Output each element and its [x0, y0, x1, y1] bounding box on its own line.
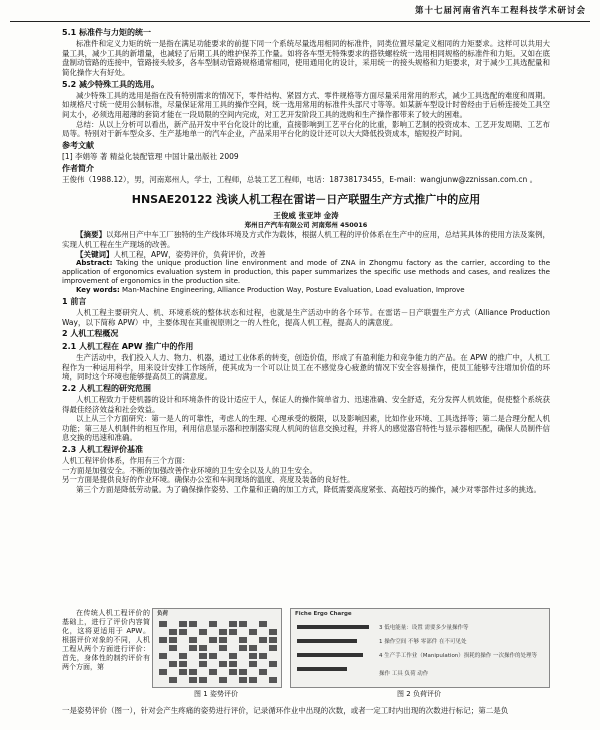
posture-grid-cell	[229, 669, 237, 675]
posture-grid-cell	[239, 637, 247, 643]
section-heading: 2 人机工程概况	[62, 329, 119, 339]
posture-grid-cell	[239, 645, 247, 651]
posture-grid-cell	[179, 629, 187, 635]
posture-grid-cell	[159, 669, 167, 675]
posture-grid-cell	[269, 645, 277, 651]
fig2-bar	[297, 639, 357, 643]
posture-grid-cell	[189, 621, 197, 627]
subsection-heading: 2.1 人机工程在 APW 推广中的作用	[62, 341, 194, 351]
abstract-cn-label: 【摘要】	[76, 230, 107, 240]
bottom-line	[62, 706, 550, 716]
posture-grid-cell	[249, 653, 257, 659]
side-text-column	[62, 609, 150, 672]
keywords-cn	[62, 250, 550, 260]
paragraph: 一方面是加强安全。不断的加强改善作业环境的卫生安全以及人的卫生安全。	[62, 465, 317, 475]
posture-grid-cell	[259, 621, 267, 627]
paragraph: 人机工程致力于使机器的设计和环境条件的设计适应于人，保证人的操作简单省力、迅速准确、安全舒适，充分发挥人机效能，促使整个系统获得最佳经济效益和社会效益。	[62, 394, 550, 414]
paragraph: 第三个方面是降低劳动量。为了确保操作姿势、工作量和正确的加工方式，降低需要高度紧张、高超技巧的操作，减少对零部件过多的挑选。	[76, 484, 541, 494]
posture-grid-cell	[179, 653, 187, 659]
paragraph: 生产活动中，我们投入人力、物力、机器，通过工业体系的转变，创造价值，形成了有盈利能力和竞争能力的产品。在 APW 的推广中，人机工程作为一种运用科学，用来设计安排工作场所，使其成为一个可以让员工在不感觉身心疲惫的情况下安全容易操作，使员工能够专注增加价值的环境，同时这个环境也能够提高员工的满意度。	[62, 352, 550, 382]
posture-grid-cell	[169, 637, 177, 643]
posture-grid-cell	[229, 661, 237, 667]
posture-grid-cell	[199, 677, 207, 683]
posture-grid-cell	[229, 629, 237, 635]
author-bio: 王俊伟（1988.12），男，河南郑州人，学士，工程师，总装工艺工程师，电话：18738173455，E-mail：wangjunw@zznissan.com.cn 。	[62, 174, 538, 184]
posture-grid-cell	[169, 629, 177, 635]
paragraph: 总结：从以上分析可以看出，新产品开发中平台化设计的比重，直接影响到工艺平台化的比重，影响工艺制的投资成本、工艺开发周期、工艺布局等。特别对于新车型众多、生产基地单一的汽车企业，产品采用平台化的设计还可以大大降低投资成本，缩短投产时间。	[62, 119, 550, 139]
running-head: 第十七届河南省汽车工程科技学术研讨会	[414, 6, 586, 16]
fig2-bar	[297, 667, 347, 671]
article-affiliation: 郑州日产汽车有限公司 河南郑州 450016	[244, 221, 368, 230]
keywords-en-label: Key words:	[76, 286, 120, 295]
posture-grid-cell	[219, 677, 227, 683]
paragraph: 标准件和定义力矩的统一是指在满足功能要求的前提下同一个系统尽量选用相同的标准件，同类位置尽量定义相同的力矩要求。这样可以共用大量工具，减少工具的新增量，也减轻了后期工具的维护保养工作量。如将各车型无特殊要求的搭铁螺栓统一选用相同规格的标准件和力矩。又如在底盘制动管路的连接中，管路接头较多，各车型制动管路规格通常相同，使用通用化的设计，采用统一的接头规格和力矩要求，对于减少工具选配量和简化操作大有好处。	[62, 39, 550, 78]
posture-grid-cell	[229, 621, 237, 627]
section-heading: 5.2 减少特殊工具的选用。	[62, 79, 159, 89]
posture-evaluation-figure	[152, 608, 282, 688]
posture-grid-cell	[269, 637, 277, 643]
abstract-cn	[62, 230, 550, 249]
posture-grid-cell	[169, 677, 177, 683]
fig2-bar	[297, 625, 369, 629]
keywords-en-text: Man-Machine Engineering, Alliance Production Way, Posture Evaluation, Load evaluation, Improve	[122, 286, 465, 295]
posture-grid-cell	[249, 661, 257, 667]
posture-grid-cell	[219, 629, 227, 635]
posture-grid-cell	[199, 645, 207, 651]
abstract-en-label: Abstract:	[76, 259, 113, 268]
figures-area	[152, 608, 550, 704]
posture-grid-cell	[219, 661, 227, 667]
section-heading: 1 前言	[62, 297, 87, 307]
posture-grid-cell	[239, 677, 247, 683]
posture-grid-cell	[239, 621, 247, 627]
posture-grid-cell	[209, 669, 217, 675]
posture-grid-cell	[179, 669, 187, 675]
paragraph: 减少特殊工具的选用是指在没有特别需求的情况下，零件结构、紧固方式、零件规格等方面尽量采用常用的形式，减少工具选配的难度和周期。如规格尺寸统一使用公制标准，尽量保证常用工具的操作空间，统一选用常用的标准件头部尺寸等等。如某新车型设计时曾经由于后桥连接处工具空间太小，必须选用超薄的套筒才能在一段局限的空间内完成，对工艺开发阶段工具的选购和生产操作都带来了较大的困难。	[62, 90, 550, 120]
posture-grid-cell	[249, 629, 257, 635]
posture-grid-cell	[259, 669, 267, 675]
posture-grid-cell	[199, 661, 207, 667]
abstract-en-text: Taking the unique production line environment and mode of ZNA in Zhongmu factory as the carrier, according to the application of ergonomics evaluation system in production, this paper summarizes the specific use methods and cases, and realizes the improvement of ergonomics in the production site.	[62, 259, 550, 286]
references-heading: 参考文献	[62, 140, 94, 150]
abstract-cn-text: 以郑州日产中车工厂独特的生产线体环境及方式作为载体，根据人机工程的评价体系在生产中的应用，总结其具体的使用方法及案例，实现人机工程在生产现场的改善。	[62, 230, 551, 250]
posture-grid-cell	[159, 637, 167, 643]
fig2-caption: 图 2 负荷评价	[397, 690, 441, 698]
reference-item: [1] 李娟等 著 精益化装配管理 中国计量出版社 2009	[62, 152, 239, 162]
posture-grid-cell	[169, 645, 177, 651]
subsection-heading: 2.2 人机工程的研究范围	[62, 383, 151, 393]
keywords-cn-text: 人机工程，APW，姿势评价，负荷评价，改善	[113, 249, 266, 259]
load-evaluation-figure	[290, 608, 550, 688]
keywords-cn-label: 【关键词】	[76, 249, 114, 259]
posture-grid-cell	[199, 653, 207, 659]
posture-grid-cell	[189, 677, 197, 683]
paragraph: 人机工程评价体系，作用有三个方面：	[62, 456, 190, 466]
posture-grid-cell	[259, 637, 267, 643]
page-header	[0, 0, 600, 22]
abstract-en	[62, 259, 550, 286]
posture-grid-cell	[179, 621, 187, 627]
keywords-en	[62, 286, 550, 295]
posture-grid-cell	[189, 669, 197, 675]
posture-grid-cell	[249, 677, 257, 683]
posture-grid-cell	[199, 629, 207, 635]
author-bio-heading: 作者简介	[62, 163, 94, 173]
section-heading: 5.1 标准件与力矩的统一	[62, 28, 151, 37]
posture-grid-cell	[159, 653, 167, 659]
posture-grid-cell	[229, 653, 237, 659]
posture-grid-cell	[249, 645, 257, 651]
article-authors: 王俊威 张亚坤 金涛	[273, 210, 339, 220]
fig2-row: 操作 工具 负荷 动作	[379, 671, 429, 677]
posture-grid-cell	[269, 629, 277, 635]
posture-grid-cell	[259, 653, 267, 659]
posture-grid-cell	[269, 677, 277, 683]
paragraph: 另一方面是提供良好的作业环境。确保办公室和车间现场的温度、亮度及装备的良好性。	[62, 475, 355, 485]
posture-grid-cell	[189, 637, 197, 643]
header-rule	[10, 21, 590, 22]
paragraph: 一是姿势评价（图一），针对会产生疼痛的姿势进行评价，记录循环作业中出现的次数，或者一定工时内出现的次数进行标记；第二是负	[62, 706, 509, 715]
posture-grid-cell	[219, 645, 227, 651]
posture-grid-cell	[189, 645, 197, 651]
posture-grid-cell	[269, 661, 277, 667]
posture-grid-cell	[239, 669, 247, 675]
fig1-heading: 负荷	[157, 611, 169, 617]
posture-grid-cell	[209, 653, 217, 659]
fig2-row: 1 操作空间 不够 零部件 在不可见处	[379, 639, 467, 645]
posture-grid-cell	[179, 661, 187, 667]
fig2-row: 4 生产手工作业（Manipulation）损耗的操作 一次操作的处理等	[379, 653, 538, 659]
posture-grid-cell	[209, 637, 217, 643]
fig2-bar	[297, 653, 363, 657]
fig1-caption: 图 1 姿势评价	[194, 690, 238, 698]
fig2-row: 3 低电能量：设置 需要多少量操作等	[379, 625, 469, 631]
posture-grid-cell	[169, 661, 177, 667]
subsection-heading: 2.3 人机工程评价基准	[62, 444, 143, 454]
paragraph: 人机工程主要研究人、机、环境系统的整体状态和过程，也就是生产活动中的各个环节。在雷诺－日产联盟生产方式（Alliance Production Way，以下简称 APW）中，主要体现在其重视原则之一的人性化，提高人机工程，提高人的满意度。	[62, 308, 550, 327]
fig2-heading: Fiche Ergo Charge	[295, 611, 352, 617]
main-column	[62, 26, 550, 495]
paragraph: 以上从三个方面研究：第一是人的可靠性，考虑人的生理、心理承受的极限，以及影响因素，比如作业环境、工具选择等；第二是合理分配人机功能；第三是人机制件的相互作用，利用信息显示器和控制器实现人机间的信息交换过程，并将人的感觉器官特性与显示器相匹配，确保人员制件信息交换的迅速和准确。	[62, 414, 550, 443]
paragraph: 在传统人机工程评价的基础上，进行了评价内容简化，这将更适用于 APW。根据评价对象的不同，人机工程从两个方面进行评价：首先，身体性的制约评价有两个方面，第	[62, 609, 150, 671]
posture-grid-cell	[159, 621, 167, 627]
article-title: HNSAE20122 浅谈人机工程在雷诺－日产联盟生产方式推广中的应用	[131, 193, 481, 207]
posture-grid-cell	[219, 637, 227, 643]
posture-grid-cell	[209, 621, 217, 627]
